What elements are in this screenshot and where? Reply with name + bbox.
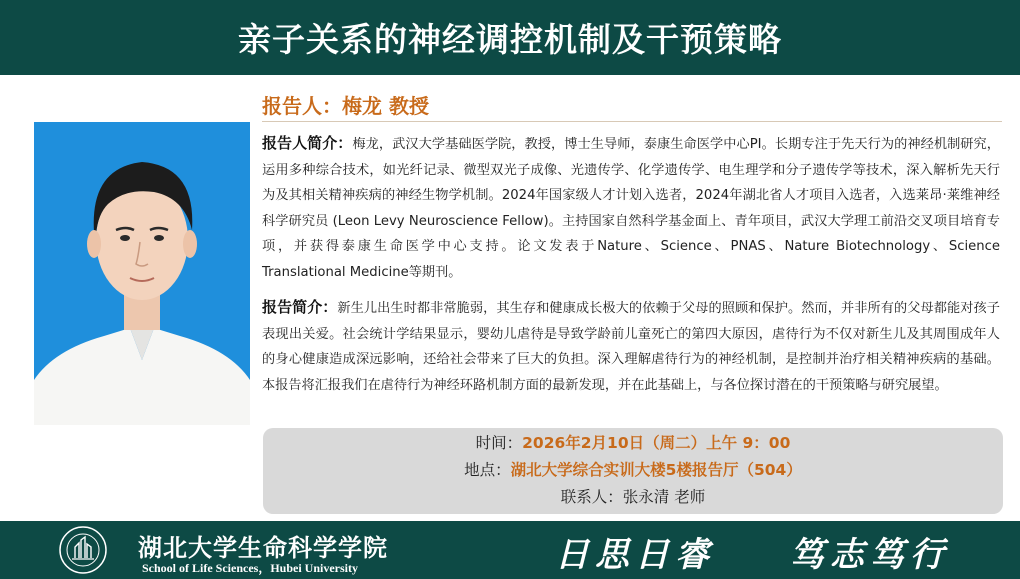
speaker-portrait-icon [34, 122, 250, 425]
place-value: 湖北大学综合实训大楼5楼报告厅（504） [510, 461, 802, 479]
place-label: 地点： [464, 461, 511, 479]
college-name-cn: 湖北大学生命科学学院 [138, 533, 388, 562]
motto-left: 日思日睿 [555, 535, 715, 575]
bio-text: 梅龙，武汉大学基础医学院，教授，博士生导师，泰康生命医学中心PI。长期专注于先天行为的神经机制研究，运用多种综合技术，如光纤记录、微型双光子成像、光遗传学、化学遗传学、电生理学和分子遗传学等技术，深入解析先天行为及其相关精神疾病的神经生物学机制。2024年国家级人才计划入选者，2024年湖北省人才项目入选者，入选莱昂·莱维神经科学研究员 (Leon Levy Neuroscience Fellow)。主持国家自然科学基金面上、青年项目，武汉大学理工前沿交叉项目培育专项，并获得泰康生命医学中心支持。论文发表于Nature、Science、PNAS、Nature Biotechnology、Science Translational Medicine等期刊。 [262, 137, 1000, 280]
event-info-box [263, 428, 1003, 514]
abstract-heading: 报告简介： [262, 298, 338, 316]
time-value: 2026年2月10日（周二）上午 9：00 [522, 434, 791, 452]
contact-value: 张永清 老师 [622, 488, 706, 506]
university-seal-icon [58, 525, 108, 575]
page-title: 亲子关系的神经调控机制及干预策略 [238, 20, 782, 59]
motto-right: 笃志笃行 [790, 535, 950, 575]
title-bar [0, 0, 1020, 75]
time-label: 时间： [475, 434, 523, 452]
speaker-name: 报告人：梅龙 教授 [262, 94, 429, 118]
college-name-en: School of Life Sciences，Hubei University [142, 561, 358, 575]
talk-abstract [262, 295, 1000, 398]
speaker-photo [34, 122, 250, 425]
time-row [263, 430, 1003, 457]
divider [262, 121, 1002, 122]
bio-heading: 报告人简介： [262, 134, 353, 152]
contact-label: 联系人： [560, 488, 623, 506]
footer-bar [0, 521, 1020, 579]
speaker-bio [262, 131, 1000, 286]
place-row [263, 457, 1003, 484]
contact-row [263, 484, 1003, 511]
abstract-text: 新生儿出生时都非常脆弱，其生存和健康成长极大的依赖于父母的照顾和保护。然而，并非所有的父母都能对孩子表现出关爱。社会统计学结果显示，婴幼儿虐待是导致学龄前儿童死亡的第四大原因，虐待行为不仅对新生儿及其周围成年人的身心健康造成深远影响，还给社会带来了巨大的负担。深入理解虐待行为的神经机制，是控制并治疗相关精神疾病的基础。本报告将汇报我们在虐待行为神经环路机制方面的最新发现，并在此基础上，与各位探讨潜在的干预策略与研究展望。 [262, 301, 1000, 393]
